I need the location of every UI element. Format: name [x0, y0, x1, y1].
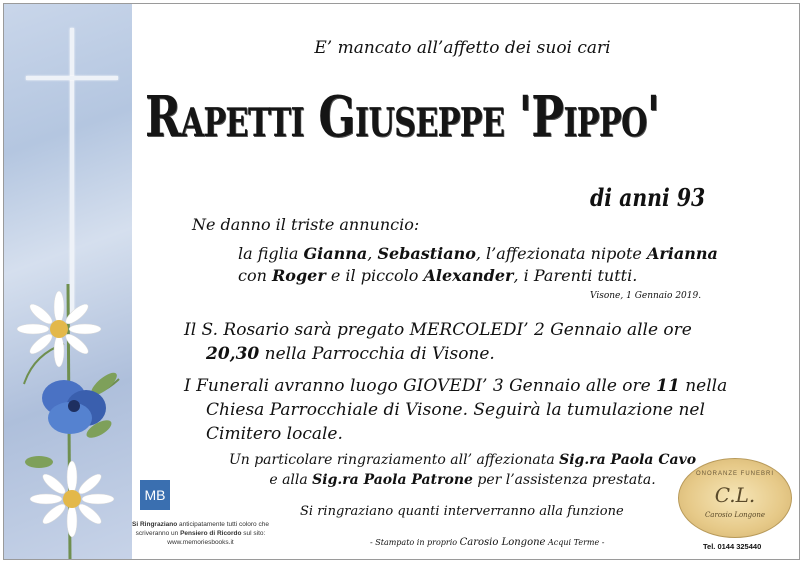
family-name: Sebastiano: [377, 244, 476, 263]
thanks-name: Sig.ra Paola Cavo: [559, 452, 697, 468]
daisy-icon: [17, 291, 101, 367]
funzione-line: Si ringraziano quanti interverranno alla funzione: [300, 504, 624, 519]
seal-subtext: Carosio Longone: [704, 511, 766, 519]
thanks-text: Un particolare ringraziamento all’ affezionata: [228, 452, 560, 468]
funeral-line: I Funerali avranno luogo GIOVEDI’ 3 Gennaio alle ore: [184, 376, 657, 396]
family-text: con: [238, 266, 272, 285]
daisy-icon: [30, 461, 114, 537]
funeral-line: nella: [679, 376, 728, 396]
cross-icon: [70, 28, 74, 318]
deceased-age: di anni 93: [590, 183, 706, 212]
mb-text: anticipatamente tutti coloro che scriveranno un: [135, 521, 269, 537]
mb-bold: Pensiero di Ricordo: [180, 530, 242, 537]
mb-bold: Si Ringraziano: [132, 521, 178, 528]
memoriesbooks-text: [118, 520, 283, 547]
funeral-hour: 11: [656, 376, 680, 396]
family-text: e il piccolo: [325, 266, 424, 285]
seal-top-text: ONORANZE FUNEBRI: [695, 471, 774, 477]
funeral-line: Chiesa Parrocchiale di Visone. Seguirà la tumulazione nel: [206, 400, 705, 420]
phone-number: Tel. 0144 325440: [703, 542, 762, 551]
family-text: , i Parenti tutti.: [513, 266, 638, 285]
announcement-intro: Ne danno il triste annuncio:: [192, 215, 420, 234]
mancato-line: E’ mancato all’affetto dei suoi cari: [314, 38, 611, 58]
funeral-notice: [184, 374, 784, 446]
cross-icon-bar: [26, 76, 118, 80]
rosario-line: nella Parrocchia di Visone.: [259, 344, 495, 364]
family-name: Alexander: [423, 266, 514, 285]
memoriesbooks-logo: MB: [140, 480, 170, 510]
family-name: Arianna: [646, 244, 718, 263]
printer-text: Acqui Terme -: [545, 538, 605, 547]
family-text: ,: [367, 244, 378, 263]
family-list: [238, 243, 758, 287]
deceased-name: Rapetti Giuseppe 'Pippo': [145, 84, 660, 150]
decorative-sidebar: [4, 4, 132, 559]
flowers-illustration: [4, 284, 134, 559]
family-text: la figlia: [238, 244, 304, 263]
seal-initials: C.L.: [714, 483, 756, 507]
funeral-home-seal: [678, 458, 792, 538]
printer-text: - Stampato in proprio: [370, 538, 460, 547]
family-text: , l’affezionata nipote: [475, 244, 647, 263]
thanks-text: per l’assistenza prestata.: [472, 472, 656, 488]
family-name: Gianna: [303, 244, 368, 263]
mb-text: sul sito:: [241, 530, 266, 537]
thanks-name: Sig.ra Paola Patrone: [312, 472, 473, 488]
rosario-notice: [184, 318, 784, 366]
printer-signature: Carosio Longone: [459, 537, 546, 548]
funeral-line: Cimitero locale.: [206, 424, 343, 444]
thanks-text: e alla: [269, 472, 313, 488]
rosario-time: 20,30: [206, 344, 260, 364]
family-name: Roger: [271, 266, 326, 285]
memoriesbooks-url[interactable]: www.memoriesbooks.it: [167, 539, 234, 546]
place-date: Visone, 1 Gennaio 2019.: [590, 291, 702, 301]
printer-line: [370, 537, 604, 548]
rosario-line: Il S. Rosario sarà pregato MERCOLEDI’ 2 Gennaio alle ore: [184, 320, 692, 340]
